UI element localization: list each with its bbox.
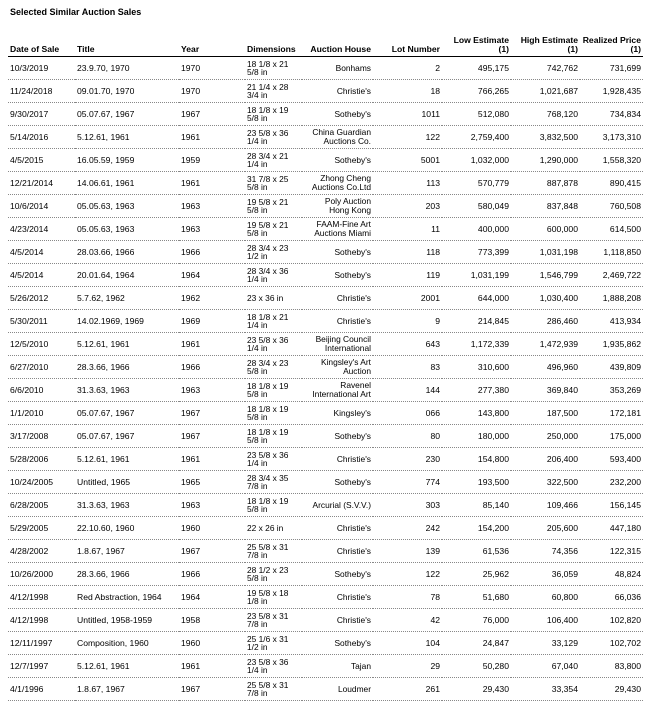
cell-title: 31.3.63, 1963 — [75, 494, 179, 517]
header-realized-price: Realized Price (1) — [580, 29, 643, 57]
table-row — [8, 517, 643, 540]
cell-low-estimate: 2,759,400 — [442, 126, 511, 149]
cell-title: 05.07.67, 1967 — [75, 103, 179, 126]
cell-low-estimate: 51,680 — [442, 586, 511, 609]
cell-auction-house: Christie's — [302, 540, 373, 563]
cell-title: 1.8.67, 1967 — [75, 540, 179, 563]
cell-date: 10/24/2005 — [8, 471, 75, 494]
cell-title: 05.07.67, 1967 — [75, 402, 179, 425]
cell-low-estimate: 277,380 — [442, 379, 511, 402]
cell-lot-number: 29 — [373, 655, 442, 678]
cell-dimensions: 28 1/2 x 23 5/8 in — [245, 563, 302, 586]
cell-realized-price: 439,809 — [580, 356, 643, 379]
cell-auction-house: Poly Auction Hong Kong — [302, 195, 373, 218]
cell-realized-price: 172,181 — [580, 402, 643, 425]
cell-high-estimate: 205,600 — [511, 517, 580, 540]
cell-lot-number: 2001 — [373, 287, 442, 310]
cell-low-estimate: 773,399 — [442, 241, 511, 264]
cell-auction-house: FAAM-Fine Art Auctions Miami — [302, 218, 373, 241]
cell-high-estimate: 106,400 — [511, 609, 580, 632]
cell-auction-house: Christie's — [302, 80, 373, 103]
cell-realized-price: 447,180 — [580, 517, 643, 540]
cell-dimensions: 18 1/8 x 19 5/8 in — [245, 402, 302, 425]
cell-lot-number: 118 — [373, 241, 442, 264]
cell-date: 5/26/2012 — [8, 287, 75, 310]
cell-year: 1960 — [179, 517, 245, 540]
cell-realized-price: 48,824 — [580, 563, 643, 586]
header-title: Title — [75, 29, 179, 57]
cell-high-estimate: 887,878 — [511, 172, 580, 195]
cell-realized-price: 1,928,435 — [580, 80, 643, 103]
cell-realized-price: 731,699 — [580, 57, 643, 80]
auction-sales-table — [8, 29, 643, 701]
cell-high-estimate: 1,030,400 — [511, 287, 580, 310]
cell-high-estimate: 36,059 — [511, 563, 580, 586]
cell-dimensions: 28 3/4 x 21 1/4 in — [245, 149, 302, 172]
cell-high-estimate: 1,546,799 — [511, 264, 580, 287]
header-dimensions: Dimensions — [245, 29, 302, 57]
cell-low-estimate: 61,536 — [442, 540, 511, 563]
cell-title: 28.3.66, 1966 — [75, 563, 179, 586]
cell-lot-number: 643 — [373, 333, 442, 356]
cell-date: 6/6/2010 — [8, 379, 75, 402]
cell-realized-price: 122,315 — [580, 540, 643, 563]
table-row — [8, 448, 643, 471]
cell-date: 4/5/2014 — [8, 264, 75, 287]
cell-dimensions: 19 5/8 x 21 5/8 in — [245, 218, 302, 241]
cell-realized-price: 760,508 — [580, 195, 643, 218]
cell-lot-number: 83 — [373, 356, 442, 379]
cell-lot-number: 066 — [373, 402, 442, 425]
cell-date: 1/1/2010 — [8, 402, 75, 425]
cell-date: 4/12/1998 — [8, 609, 75, 632]
cell-high-estimate: 67,040 — [511, 655, 580, 678]
cell-low-estimate: 29,430 — [442, 678, 511, 701]
cell-high-estimate: 837,848 — [511, 195, 580, 218]
cell-date: 11/24/2018 — [8, 80, 75, 103]
cell-title: 5.12.61, 1961 — [75, 448, 179, 471]
cell-realized-price: 1,118,850 — [580, 241, 643, 264]
table-row — [8, 379, 643, 402]
cell-lot-number: 1011 — [373, 103, 442, 126]
cell-lot-number: 113 — [373, 172, 442, 195]
cell-auction-house: Sotheby's — [302, 425, 373, 448]
cell-high-estimate: 742,762 — [511, 57, 580, 80]
cell-dimensions: 19 5/8 x 21 5/8 in — [245, 195, 302, 218]
cell-date: 12/11/1997 — [8, 632, 75, 655]
header-lot-number: Lot Number — [373, 29, 442, 57]
header-year: Year — [179, 29, 245, 57]
cell-auction-house: Sotheby's — [302, 241, 373, 264]
cell-year: 1964 — [179, 264, 245, 287]
cell-low-estimate: 180,000 — [442, 425, 511, 448]
cell-realized-price: 83,800 — [580, 655, 643, 678]
cell-lot-number: 18 — [373, 80, 442, 103]
cell-high-estimate: 74,356 — [511, 540, 580, 563]
cell-dimensions: 23 5/8 x 36 1/4 in — [245, 448, 302, 471]
cell-title: 1.8.67, 1967 — [75, 678, 179, 701]
cell-lot-number: 203 — [373, 195, 442, 218]
cell-low-estimate: 143,800 — [442, 402, 511, 425]
table-row — [8, 149, 643, 172]
cell-low-estimate: 50,280 — [442, 655, 511, 678]
cell-lot-number: 230 — [373, 448, 442, 471]
cell-auction-house: Sotheby's — [302, 103, 373, 126]
cell-year: 1966 — [179, 241, 245, 264]
cell-auction-house: Beijing Council International — [302, 333, 373, 356]
cell-date: 4/5/2014 — [8, 241, 75, 264]
cell-dimensions: 23 x 36 in — [245, 287, 302, 310]
cell-low-estimate: 76,000 — [442, 609, 511, 632]
table-row — [8, 195, 643, 218]
table-header-row — [8, 29, 643, 57]
cell-dimensions: 22 x 26 in — [245, 517, 302, 540]
table-row — [8, 471, 643, 494]
cell-dimensions: 18 1/8 x 19 5/8 in — [245, 103, 302, 126]
cell-year: 1970 — [179, 80, 245, 103]
cell-title: 05.07.67, 1967 — [75, 425, 179, 448]
cell-realized-price: 1,888,208 — [580, 287, 643, 310]
cell-low-estimate: 214,845 — [442, 310, 511, 333]
cell-high-estimate: 206,400 — [511, 448, 580, 471]
cell-year: 1958 — [179, 609, 245, 632]
cell-year: 1961 — [179, 126, 245, 149]
cell-title: 23.9.70, 1970 — [75, 57, 179, 80]
cell-high-estimate: 322,500 — [511, 471, 580, 494]
header-date: Date of Sale — [8, 29, 75, 57]
cell-date: 4/12/1998 — [8, 586, 75, 609]
table-row — [8, 402, 643, 425]
table-row — [8, 264, 643, 287]
table-body — [8, 57, 643, 701]
cell-realized-price: 413,934 — [580, 310, 643, 333]
cell-high-estimate: 60,800 — [511, 586, 580, 609]
cell-title: 20.01.64, 1964 — [75, 264, 179, 287]
cell-low-estimate: 1,031,199 — [442, 264, 511, 287]
cell-high-estimate: 109,466 — [511, 494, 580, 517]
cell-date: 12/21/2014 — [8, 172, 75, 195]
cell-low-estimate: 24,847 — [442, 632, 511, 655]
cell-date: 5/29/2005 — [8, 517, 75, 540]
cell-lot-number: 303 — [373, 494, 442, 517]
cell-date: 5/28/2006 — [8, 448, 75, 471]
cell-title: 16.05.59, 1959 — [75, 149, 179, 172]
cell-lot-number: 11 — [373, 218, 442, 241]
cell-low-estimate: 1,172,339 — [442, 333, 511, 356]
cell-realized-price: 734,834 — [580, 103, 643, 126]
cell-realized-price: 593,400 — [580, 448, 643, 471]
cell-date: 6/28/2005 — [8, 494, 75, 517]
cell-auction-house: Christie's — [302, 586, 373, 609]
cell-dimensions: 23 5/8 x 36 1/4 in — [245, 655, 302, 678]
table-row — [8, 172, 643, 195]
cell-date: 12/5/2010 — [8, 333, 75, 356]
cell-year: 1963 — [179, 195, 245, 218]
cell-year: 1963 — [179, 494, 245, 517]
cell-dimensions: 21 1/4 x 28 3/4 in — [245, 80, 302, 103]
cell-year: 1964 — [179, 586, 245, 609]
cell-title: 28.03.66, 1966 — [75, 241, 179, 264]
cell-auction-house: Christie's — [302, 287, 373, 310]
cell-high-estimate: 496,960 — [511, 356, 580, 379]
cell-lot-number: 774 — [373, 471, 442, 494]
cell-year: 1959 — [179, 149, 245, 172]
cell-auction-house: Sotheby's — [302, 563, 373, 586]
cell-realized-price: 156,145 — [580, 494, 643, 517]
cell-date: 10/3/2019 — [8, 57, 75, 80]
cell-low-estimate: 193,500 — [442, 471, 511, 494]
cell-auction-house: Sotheby's — [302, 264, 373, 287]
cell-auction-house: Zhong Cheng Auctions Co.Ltd — [302, 172, 373, 195]
cell-high-estimate: 1,031,198 — [511, 241, 580, 264]
cell-year: 1963 — [179, 218, 245, 241]
cell-title: 5.12.61, 1961 — [75, 126, 179, 149]
cell-realized-price: 614,500 — [580, 218, 643, 241]
cell-title: 09.01.70, 1970 — [75, 80, 179, 103]
cell-realized-price: 66,036 — [580, 586, 643, 609]
cell-low-estimate: 85,140 — [442, 494, 511, 517]
cell-date: 9/30/2017 — [8, 103, 75, 126]
cell-title: Composition, 1960 — [75, 632, 179, 655]
cell-year: 1963 — [179, 379, 245, 402]
cell-low-estimate: 154,800 — [442, 448, 511, 471]
cell-date: 12/7/1997 — [8, 655, 75, 678]
cell-lot-number: 261 — [373, 678, 442, 701]
cell-date: 4/28/2002 — [8, 540, 75, 563]
cell-auction-house: Christie's — [302, 517, 373, 540]
table-row — [8, 57, 643, 80]
cell-auction-house: China Guardian Auctions Co. — [302, 126, 373, 149]
cell-lot-number: 9 — [373, 310, 442, 333]
table-row — [8, 287, 643, 310]
cell-lot-number: 144 — [373, 379, 442, 402]
cell-dimensions: 23 5/8 x 36 1/4 in — [245, 126, 302, 149]
cell-dimensions: 25 5/8 x 31 7/8 in — [245, 678, 302, 701]
cell-dimensions: 23 5/8 x 31 7/8 in — [245, 609, 302, 632]
cell-year: 1965 — [179, 471, 245, 494]
cell-auction-house: Loudmer — [302, 678, 373, 701]
table-row — [8, 586, 643, 609]
cell-high-estimate: 33,129 — [511, 632, 580, 655]
cell-auction-house: Christie's — [302, 609, 373, 632]
cell-high-estimate: 187,500 — [511, 402, 580, 425]
cell-title: Red Abstraction, 1964 — [75, 586, 179, 609]
cell-high-estimate: 1,472,939 — [511, 333, 580, 356]
table-row — [8, 425, 643, 448]
cell-title: 22.10.60, 1960 — [75, 517, 179, 540]
cell-title: 5.12.61, 1961 — [75, 655, 179, 678]
cell-realized-price: 102,702 — [580, 632, 643, 655]
table-row — [8, 218, 643, 241]
table-row — [8, 310, 643, 333]
cell-realized-price: 2,469,722 — [580, 264, 643, 287]
cell-year: 1967 — [179, 103, 245, 126]
cell-high-estimate: 600,000 — [511, 218, 580, 241]
cell-high-estimate: 33,354 — [511, 678, 580, 701]
cell-date: 4/23/2014 — [8, 218, 75, 241]
cell-year: 1960 — [179, 632, 245, 655]
cell-low-estimate: 766,265 — [442, 80, 511, 103]
cell-auction-house: Christie's — [302, 448, 373, 471]
cell-lot-number: 42 — [373, 609, 442, 632]
cell-realized-price: 1,935,862 — [580, 333, 643, 356]
cell-realized-price: 232,200 — [580, 471, 643, 494]
cell-low-estimate: 580,049 — [442, 195, 511, 218]
cell-dimensions: 25 1/6 x 31 1/2 in — [245, 632, 302, 655]
cell-dimensions: 28 3/4 x 36 1/4 in — [245, 264, 302, 287]
cell-dimensions: 23 5/8 x 36 1/4 in — [245, 333, 302, 356]
cell-title: 5.7.62, 1962 — [75, 287, 179, 310]
cell-high-estimate: 1,290,000 — [511, 149, 580, 172]
cell-auction-house: Kingsley's Art Auction — [302, 356, 373, 379]
header-low-estimate: Low Estimate (1) — [442, 29, 511, 57]
page-title: Selected Similar Auction Sales — [10, 7, 142, 17]
cell-year: 1969 — [179, 310, 245, 333]
table-row — [8, 80, 643, 103]
cell-year: 1961 — [179, 655, 245, 678]
table-row — [8, 540, 643, 563]
cell-title: 5.12.61, 1961 — [75, 333, 179, 356]
cell-title: Untitled, 1958-1959 — [75, 609, 179, 632]
cell-lot-number: 122 — [373, 126, 442, 149]
cell-year: 1967 — [179, 402, 245, 425]
cell-title: Untitled, 1965 — [75, 471, 179, 494]
cell-realized-price: 29,430 — [580, 678, 643, 701]
cell-date: 10/26/2000 — [8, 563, 75, 586]
cell-title: 31.3.63, 1963 — [75, 379, 179, 402]
cell-date: 6/27/2010 — [8, 356, 75, 379]
cell-date: 5/30/2011 — [8, 310, 75, 333]
cell-dimensions: 25 5/8 x 31 7/8 in — [245, 540, 302, 563]
cell-low-estimate: 154,200 — [442, 517, 511, 540]
cell-low-estimate: 310,600 — [442, 356, 511, 379]
cell-date: 4/5/2015 — [8, 149, 75, 172]
cell-auction-house: Bonhams — [302, 57, 373, 80]
table-row — [8, 103, 643, 126]
cell-high-estimate: 369,840 — [511, 379, 580, 402]
cell-high-estimate: 768,120 — [511, 103, 580, 126]
header-auction-house: Auction House — [302, 29, 373, 57]
cell-dimensions: 31 7/8 x 25 5/8 in — [245, 172, 302, 195]
cell-dimensions: 18 1/8 x 19 5/8 in — [245, 425, 302, 448]
cell-dimensions: 28 3/4 x 35 7/8 in — [245, 471, 302, 494]
cell-high-estimate: 3,832,500 — [511, 126, 580, 149]
cell-year: 1967 — [179, 540, 245, 563]
cell-date: 3/17/2008 — [8, 425, 75, 448]
cell-title: 05.05.63, 1963 — [75, 218, 179, 241]
cell-realized-price: 175,000 — [580, 425, 643, 448]
cell-realized-price: 102,820 — [580, 609, 643, 632]
cell-low-estimate: 644,000 — [442, 287, 511, 310]
cell-lot-number: 5001 — [373, 149, 442, 172]
cell-low-estimate: 512,080 — [442, 103, 511, 126]
cell-auction-house: Sotheby's — [302, 471, 373, 494]
cell-date: 5/14/2016 — [8, 126, 75, 149]
cell-high-estimate: 250,000 — [511, 425, 580, 448]
cell-year: 1970 — [179, 57, 245, 80]
cell-lot-number: 139 — [373, 540, 442, 563]
cell-dimensions: 28 3/4 x 23 5/8 in — [245, 356, 302, 379]
cell-auction-house: Tajan — [302, 655, 373, 678]
cell-title: 28.3.66, 1966 — [75, 356, 179, 379]
cell-high-estimate: 1,021,687 — [511, 80, 580, 103]
cell-year: 1961 — [179, 333, 245, 356]
cell-low-estimate: 570,779 — [442, 172, 511, 195]
cell-realized-price: 3,173,310 — [580, 126, 643, 149]
cell-auction-house: Sotheby's — [302, 149, 373, 172]
cell-auction-house: Kingsley's — [302, 402, 373, 425]
cell-dimensions: 18 1/8 x 19 5/8 in — [245, 379, 302, 402]
cell-low-estimate: 495,175 — [442, 57, 511, 80]
cell-lot-number: 78 — [373, 586, 442, 609]
table-row — [8, 678, 643, 701]
cell-realized-price: 890,415 — [580, 172, 643, 195]
cell-realized-price: 353,269 — [580, 379, 643, 402]
cell-lot-number: 242 — [373, 517, 442, 540]
cell-auction-house: Christie's — [302, 310, 373, 333]
table-row — [8, 563, 643, 586]
table-row — [8, 333, 643, 356]
cell-lot-number: 122 — [373, 563, 442, 586]
cell-realized-price: 1,558,320 — [580, 149, 643, 172]
cell-year: 1961 — [179, 172, 245, 195]
cell-year: 1961 — [179, 448, 245, 471]
cell-title: 14.02.1969, 1969 — [75, 310, 179, 333]
cell-lot-number: 104 — [373, 632, 442, 655]
table-row — [8, 609, 643, 632]
cell-auction-house: Sotheby's — [302, 632, 373, 655]
cell-low-estimate: 25,962 — [442, 563, 511, 586]
cell-low-estimate: 400,000 — [442, 218, 511, 241]
table-row — [8, 241, 643, 264]
cell-dimensions: 18 1/8 x 21 5/8 in — [245, 57, 302, 80]
table-row — [8, 356, 643, 379]
cell-year: 1966 — [179, 563, 245, 586]
cell-dimensions: 28 3/4 x 23 1/2 in — [245, 241, 302, 264]
cell-year: 1962 — [179, 287, 245, 310]
cell-dimensions: 18 1/8 x 19 5/8 in — [245, 494, 302, 517]
table-row — [8, 655, 643, 678]
cell-date: 10/6/2014 — [8, 195, 75, 218]
cell-year: 1966 — [179, 356, 245, 379]
table-row — [8, 494, 643, 517]
cell-lot-number: 2 — [373, 57, 442, 80]
cell-dimensions: 18 1/8 x 21 1/4 in — [245, 310, 302, 333]
table-row — [8, 126, 643, 149]
cell-auction-house: Ravenel International Art — [302, 379, 373, 402]
cell-date: 4/1/1996 — [8, 678, 75, 701]
header-high-estimate: High Estimate (1) — [511, 29, 580, 57]
cell-lot-number: 80 — [373, 425, 442, 448]
cell-lot-number: 119 — [373, 264, 442, 287]
cell-auction-house: Arcurial (S.V.V.) — [302, 494, 373, 517]
table-row — [8, 632, 643, 655]
cell-high-estimate: 286,460 — [511, 310, 580, 333]
cell-year: 1967 — [179, 678, 245, 701]
cell-year: 1967 — [179, 425, 245, 448]
cell-dimensions: 19 5/8 x 18 1/8 in — [245, 586, 302, 609]
cell-low-estimate: 1,032,000 — [442, 149, 511, 172]
cell-title: 05.05.63, 1963 — [75, 195, 179, 218]
cell-title: 14.06.61, 1961 — [75, 172, 179, 195]
